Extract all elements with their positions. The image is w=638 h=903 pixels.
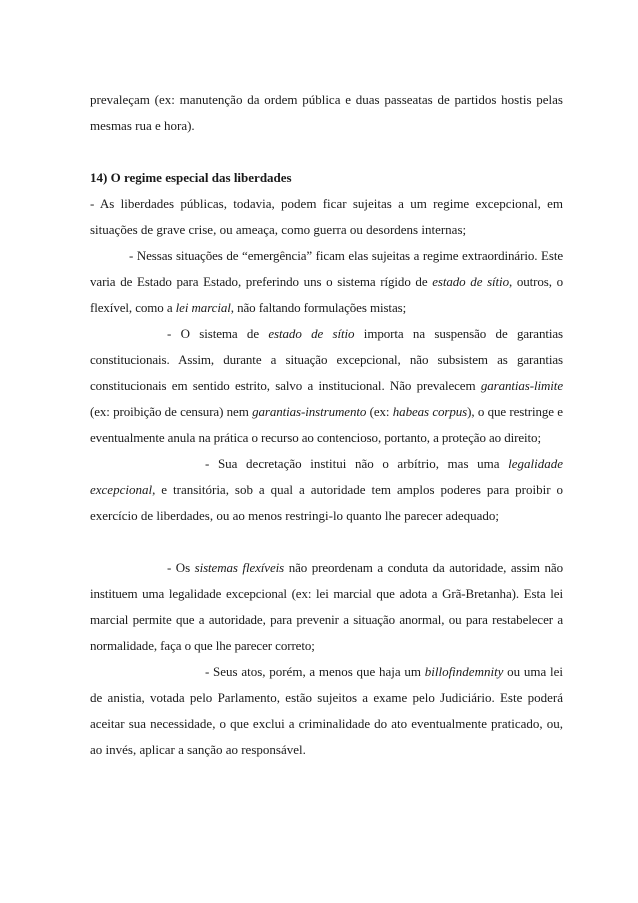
paragraph-decretacao	[90, 451, 563, 529]
text-segment: - Os	[167, 560, 195, 575]
text-segment: ), o que restringe e eventualmente anula na prática o recurso ao contencioso, portanto, a proteção ao direito;	[90, 404, 563, 445]
paragraph-spacer	[90, 139, 563, 165]
text-segment: não preordenam a conduta da autoridade, assim não instituem uma legalidade excepcional (ex: lei marcial que adota a Grã-Bretanha). Esta lei marcial permite que a autoridade, para prevenir a situação anormal, ou para restabelecer a normalidade, faça o que lhe parecer correto;	[90, 560, 563, 653]
paragraph-continuation: prevaleçam (ex: manutenção da ordem pública e duas passeatas de partidos hostis pelas mesmas rua e hora).	[90, 92, 563, 133]
document-body	[90, 87, 563, 763]
italic-term: billofindemnity	[424, 664, 504, 679]
text-segment: - O sistema de	[167, 326, 269, 341]
text-segment: , não faltando formulações mistas;	[230, 300, 407, 315]
text-segment: (ex: proibição de censura) nem	[90, 404, 253, 419]
paragraph-spacer	[90, 529, 563, 555]
paragraph-liberdades-publicas: - As liberdades públicas, todavia, podem ficar sujeitas a um regime excepcional, em situações de grave crise, ou ameaça, como guerra ou desordens internas;	[90, 196, 563, 237]
italic-term: sistemas flexíveis	[194, 560, 285, 575]
text-segment: , outros, o flexível, como a	[90, 274, 564, 315]
italic-term: lei marcial	[175, 300, 231, 315]
paragraph-estado-de-sitio	[90, 321, 563, 451]
italic-term: estado de sítio	[432, 274, 509, 289]
text-segment: - Sua decretação institui não o arbítrio, mas uma	[205, 456, 509, 471]
italic-term: garantias-limite	[480, 378, 563, 393]
text-segment: importa na suspensão de garantias constitucionais. Assim, durante a situação excepcional, não subsistem as garantias constitucionais em sentido estrito, salvo a institucional. Não prevalecem	[90, 326, 564, 393]
text-segment: ou uma lei de anistia, votada pelo Parlamento, estão sujeitos a exame pelo Judiciário. Este poderá aceitar sua necessidade, o que exclui a criminalidade do ato eventualmente praticado, ou, ao invés, aplicar a sanção ao responsável.	[90, 664, 563, 757]
italic-term: legalidade excepcional	[90, 456, 563, 497]
text-segment: - Seus atos, porém, a menos que haja um	[205, 664, 425, 679]
italic-term: habeas corpus	[392, 404, 468, 419]
section-heading: 14) O regime especial das liberdades	[90, 170, 292, 185]
paragraph-emergencia	[90, 243, 563, 321]
text-segment: - Nessas situações de “emergência” ficam elas sujeitas a regime extraordinário. Este varia de Estado para Estado, preferindo uns o sistema rígido de	[90, 248, 563, 289]
paragraph-seus-atos	[90, 659, 563, 763]
italic-term: garantias-instrumento	[252, 404, 367, 419]
italic-term: estado de sítio	[268, 326, 355, 341]
text-segment: , e transitória, sob a qual a autoridade tem amplos poderes para proibir o exercício de liberdades, ou ao menos restringi-lo quanto lhe parecer adequado;	[90, 482, 563, 523]
text-segment: (ex:	[366, 404, 393, 419]
paragraph-sistemas-flexiveis	[90, 555, 563, 659]
